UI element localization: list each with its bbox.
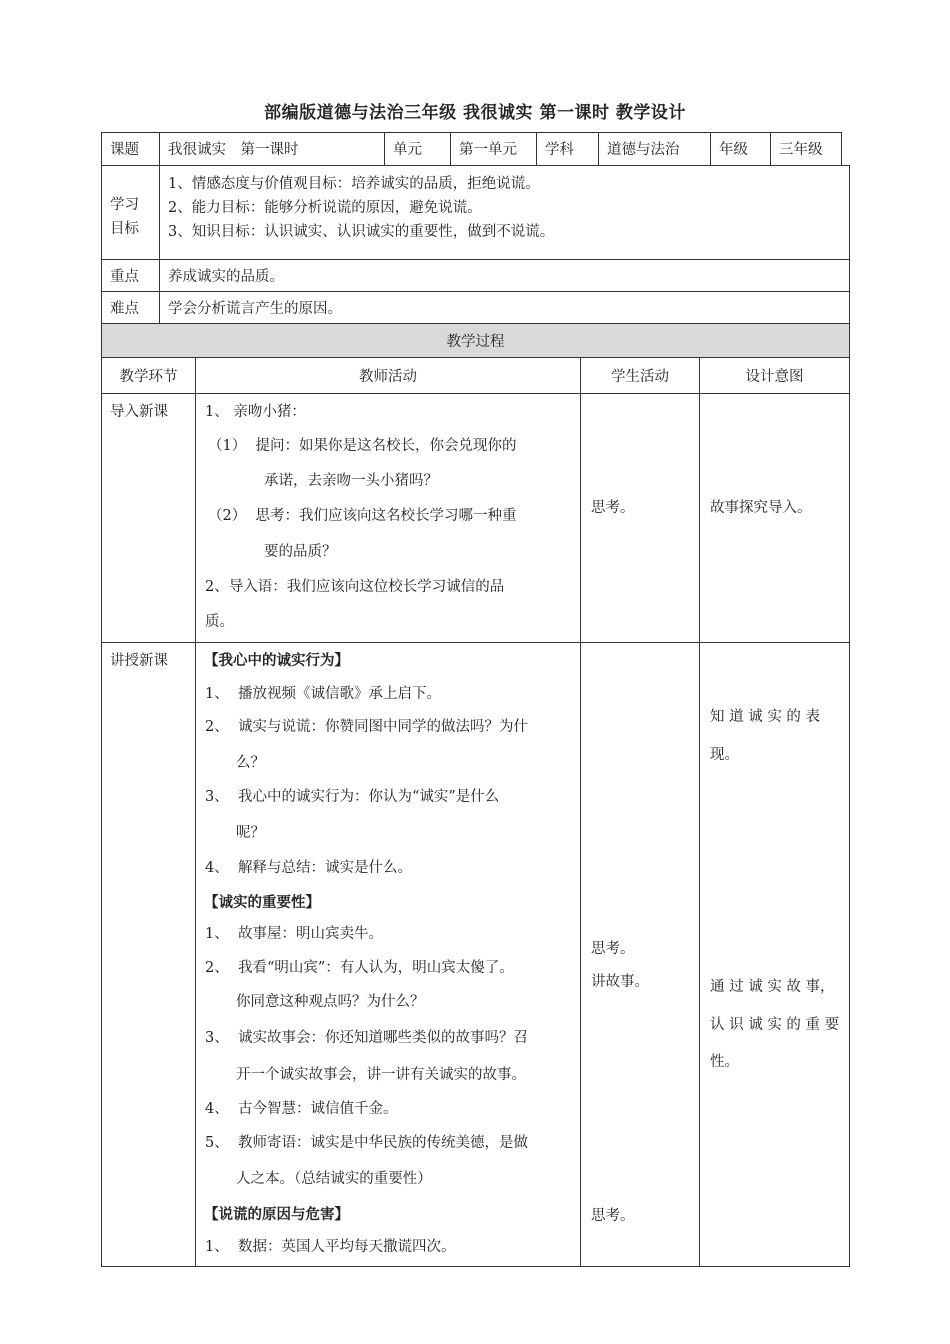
goals-label-line1: 学习 bbox=[110, 197, 139, 213]
teacher-line: 1、 数据：英国人平均每天撒谎四次。 bbox=[205, 1239, 456, 1255]
process-header bbox=[101, 323, 850, 358]
process-header-label: 教学过程 bbox=[446, 334, 505, 350]
teacher-line: 4、 古今智慧：诚信值千金。 bbox=[205, 1101, 398, 1117]
grade-value-cell bbox=[770, 132, 842, 166]
section-heading-honest-behavior: 【我心中的诚实行为】 bbox=[204, 652, 349, 669]
intro-student: 思考。 bbox=[591, 500, 635, 516]
teacher-line: 1、 播放视频《诚信歌》承上启下。 bbox=[205, 686, 441, 702]
teacher-line: 4、 解释与总结：诚实是什么。 bbox=[205, 860, 412, 876]
document-title: 部编版道德与法治三年级 我很诚实 第一课时 教学设计 bbox=[264, 103, 686, 123]
teacher-line: 1、 故事屋：明山宾卖牛。 bbox=[205, 926, 383, 942]
teacher-line: 5、 教师寄语：诚实是中华民族的传统美德，是做 bbox=[205, 1135, 528, 1151]
column-header-stage: 教学环节 bbox=[101, 357, 196, 394]
lesson-intent-1a: 知 道 诚 实 的 表 bbox=[710, 709, 821, 725]
key-point-value: 养成诚实的品质。 bbox=[168, 269, 284, 285]
grade-label-cell bbox=[710, 132, 771, 166]
unit-label-cell bbox=[384, 132, 451, 166]
lesson-intent-2b: 认 识 诚 实 的 重 要 bbox=[710, 1017, 840, 1033]
unit-label: 单元 bbox=[393, 142, 422, 158]
teacher-line: 么？ bbox=[236, 755, 265, 771]
teacher-line: 1、 亲吻小猪： bbox=[205, 404, 306, 420]
goal-item: 1、情感态度与价值观目标：培养诚实的品质，拒绝说谎。 bbox=[168, 176, 540, 192]
lesson-intent-2c: 性。 bbox=[710, 1054, 739, 1070]
difficulty-value: 学会分析谎言产生的原因。 bbox=[168, 301, 342, 317]
column-header-teacher: 教师活动 bbox=[195, 357, 581, 394]
intro-teacher-cell bbox=[195, 393, 581, 643]
key-point-label-cell bbox=[101, 259, 160, 292]
intro-student-cell bbox=[580, 393, 700, 643]
lesson-label: 课题 bbox=[110, 142, 139, 158]
goal-item: 2、能力目标：能够分析说谎的原因，避免说谎。 bbox=[168, 200, 482, 216]
subject-value: 道德与法治 bbox=[607, 142, 680, 158]
difficulty-value-cell bbox=[159, 291, 850, 324]
lesson-student-cell bbox=[580, 642, 700, 1267]
subject-label: 学科 bbox=[545, 142, 574, 158]
intro-intent-cell bbox=[699, 393, 850, 643]
teacher-line: 要的品质？ bbox=[264, 544, 337, 560]
teacher-line: 2、 诚实与说谎：你赞同图中同学的做法吗？为什 bbox=[205, 719, 528, 735]
lesson-student-2: 讲故事。 bbox=[591, 974, 649, 990]
teacher-line: （2） 思考：我们应该向这名校长学习哪一种重 bbox=[208, 508, 517, 524]
lesson-student-1: 思考。 bbox=[591, 941, 635, 957]
teacher-line: 你同意这种观点吗？为什么？ bbox=[236, 994, 425, 1010]
lesson-intent-cell bbox=[699, 642, 850, 1267]
lesson-value: 我很诚实 第一课时 bbox=[168, 142, 299, 158]
subject-label-cell bbox=[536, 132, 599, 166]
section-heading-importance: 【诚实的重要性】 bbox=[204, 894, 320, 911]
goals-label-line2: 目标 bbox=[110, 221, 139, 237]
grade-value: 三年级 bbox=[779, 142, 823, 158]
goals-label-cell bbox=[101, 165, 160, 260]
teacher-line: 2、导入语：我们应该向这位校长学习诚信的品 bbox=[205, 579, 505, 595]
lesson-stage-cell bbox=[101, 642, 196, 1267]
intro-stage: 导入新课 bbox=[110, 404, 168, 420]
teacher-line: 质。 bbox=[205, 614, 234, 630]
difficulty-label: 难点 bbox=[110, 301, 139, 317]
difficulty-label-cell bbox=[101, 291, 160, 324]
goals-content-cell bbox=[159, 165, 850, 260]
teacher-line: 呢？ bbox=[236, 825, 265, 841]
teacher-line: 人之本。（总结诚实的重要性） bbox=[236, 1171, 432, 1187]
unit-value: 第一单元 bbox=[459, 142, 517, 158]
teacher-line: 开一个诚实故事会，讲一讲有关诚实的故事。 bbox=[236, 1067, 526, 1083]
lesson-intent-1b: 现。 bbox=[710, 747, 739, 763]
lesson-intent-2a: 通 过 诚 实 故 事， bbox=[710, 979, 835, 995]
section-heading-lying-causes: 【说谎的原因与危害】 bbox=[204, 1206, 349, 1223]
lesson-teacher-cell bbox=[195, 642, 581, 1267]
teacher-line: 3、 诚实故事会：你还知道哪些类似的故事吗？召 bbox=[205, 1030, 528, 1046]
teacher-line: 3、 我心中的诚实行为：你认为“诚实”是什么 bbox=[205, 789, 500, 805]
unit-value-cell bbox=[450, 132, 537, 166]
teacher-line: 2、 我看“明山宾”：有人认为，明山宾太傻了。 bbox=[205, 960, 514, 976]
lesson-student-3: 思考。 bbox=[591, 1208, 635, 1224]
teacher-line: 承诺，去亲吻一头小猪吗？ bbox=[264, 473, 438, 489]
key-point-value-cell bbox=[159, 259, 850, 292]
column-header-student: 学生活动 bbox=[580, 357, 700, 394]
goal-item: 3、知识目标：认识诚实、认识诚实的重要性，做到不说谎。 bbox=[168, 224, 555, 240]
column-header-intent: 设计意图 bbox=[699, 357, 850, 394]
teacher-line: （1） 提问：如果你是这名校长，你会兑现你的 bbox=[208, 438, 517, 454]
lesson-value-cell bbox=[159, 132, 385, 166]
subject-value-cell bbox=[598, 132, 711, 166]
grade-label: 年级 bbox=[719, 142, 748, 158]
intro-stage-cell bbox=[101, 393, 196, 643]
lesson-stage: 讲授新课 bbox=[110, 653, 168, 669]
key-point-label: 重点 bbox=[110, 269, 139, 285]
lesson-label-cell bbox=[101, 132, 160, 166]
intro-intent: 故事探究导入。 bbox=[710, 500, 812, 516]
